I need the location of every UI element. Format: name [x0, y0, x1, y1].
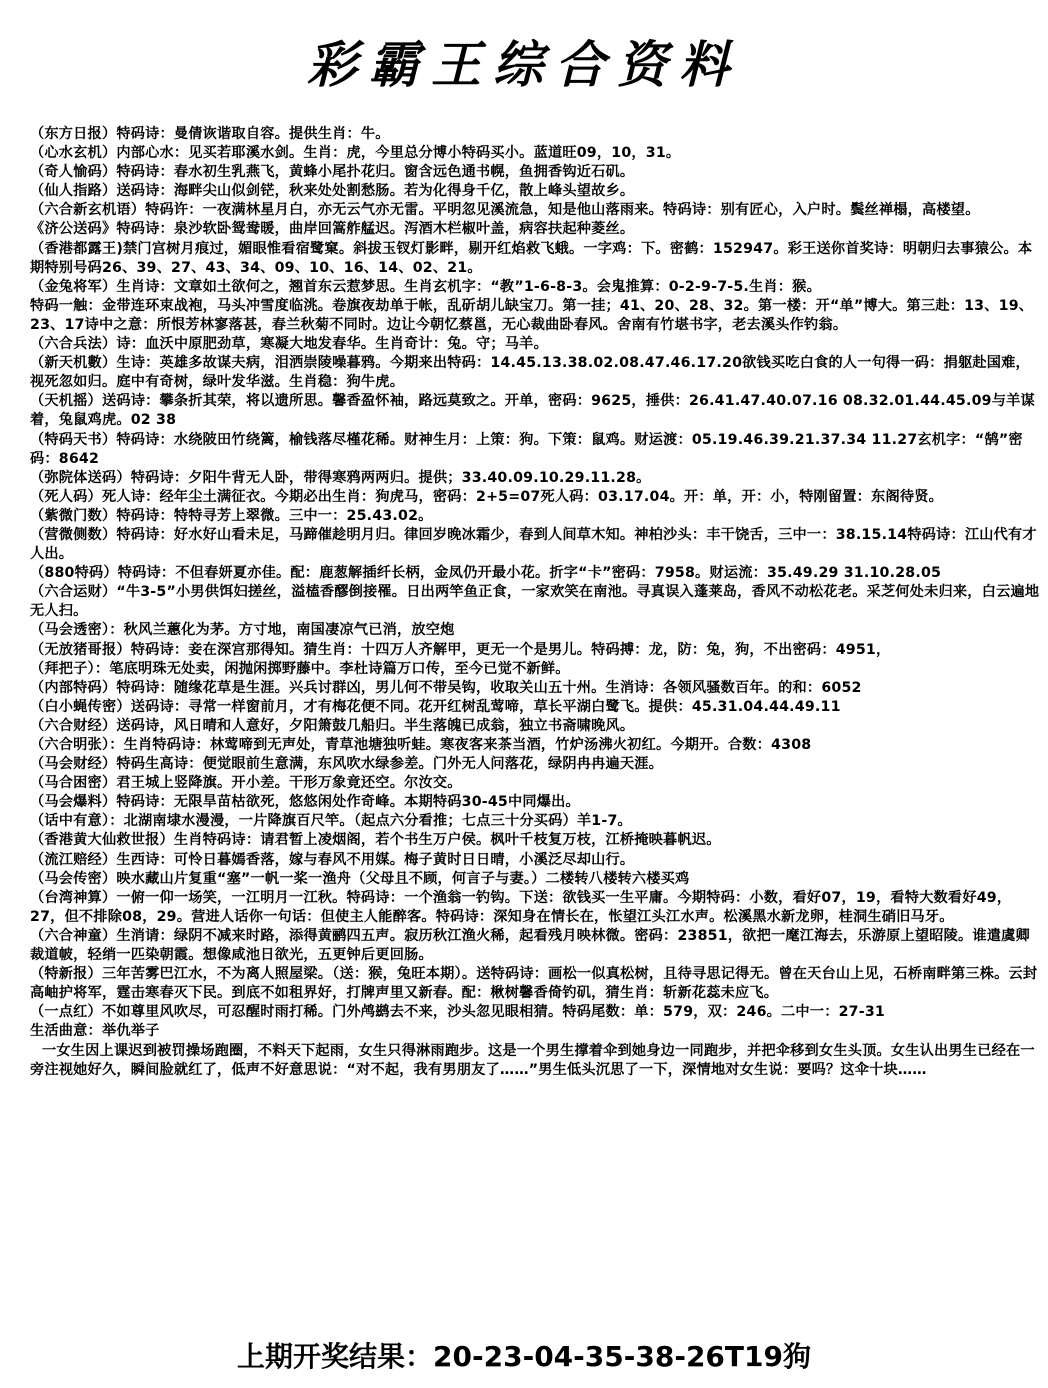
paragraph: （金兔将军）生肖诗：文章如土欲何之，翘首东云惹梦思。生肖玄机字：“教”1-6-8-3。会鬼推算：0-2-9-7-5.生肖：猴。 — [30, 278, 821, 295]
paragraph: （弥院体送码）特码诗：夕阳牛背无人卧，带得寒鸦两两归。提供；33.40.09.10.29.11.28。 — [30, 469, 651, 486]
paragraph: （奇人愉码）特码诗：春水初生乳燕飞，黄蜂小尾扑花归。窗含远色通书幌，鱼拥香钩近石矶。 — [30, 164, 635, 181]
paragraph: （马会透密）：秋风兰蕙化为茅。方寸地，南国凄凉气已消，放空炮 — [30, 622, 455, 639]
paragraph: （仙人指路）送码诗：海畔尖山似剑铓，秋来处处割愁肠。若为化得身千亿，散上峰头望故乡。 — [30, 183, 635, 200]
paragraph: （特码天书）特码诗：水绕陂田竹绕篱，榆钱落尽槿花稀。财神生月：上策：狗。下策：鼠鸡。财运渡：05.19.46.39.21.37.34 11.27玄机字：“鹄”密码：8642 — [30, 431, 1023, 467]
paragraph: （东方日报）特码诗：曼倩诙谐取自容。提供生肖：牛。 — [30, 126, 390, 142]
paragraph: 特码一触：金带连环束战袍，马头冲雪度临洮。卷旗夜劫单于帐，乱斫胡儿缺宝刀。第一挂；41、20、28、32。第一楼：开“单”博大。第三赴：13、19、23、17诗中之意：所恨芳林寥落甚，春兰秋菊不同时。边让今朝忆蔡邕，无心裁曲卧春风。舍南有竹堪书字，老去溪头作钓翁。 — [30, 297, 1034, 333]
paragraph: （香港黄大仙救世报）生肖特码诗：请君暂上凌烟阁，若个书生万户侯。枫叶千枝复万枝，江桥掩映暮帆迟。 — [30, 832, 721, 849]
paragraph: （天机摇）送码诗：攀条折其荣，将以遗所思。馨香盈怀袖，路远莫致之。开单，密码：9625，捶供：26.41.47.40.07.16 08.32.01.44.45.09与羊谋着，兔鼠鸡虎。02 38 — [30, 393, 1035, 429]
last-draw-result: 上期开奖结果：20-23-04-35-38-26T19狗 — [237, 1340, 811, 1373]
paragraph: （拜把子）：笔底明珠无处卖，闲抛闲掷野藤中。李杜诗篇万口传，至今已觉不新鲜。 — [30, 660, 570, 677]
paragraph: （六合神童）生消请：绿阴不减来时路，添得黄鹂四五声。寂历秋江渔火稀，起看残月映林微。密码：23851，欲把一麾江海去，乐游原上望昭陵。谁遣虞卿裁道帔，轻绡一匹染朝霞。想像咸池日欲光，五更钟后更回肠。 — [30, 927, 1030, 964]
paragraph: （新天机數）生诗：英雄多故谋夫病，泪洒崇陵噪暮鸦。今期来出特码：14.45.13.38.02.08.47.46.17.20欲钱买吃白食的人一句得一码：捐躯赴国难，视死忽如归。庭中有奇树，绿叶发华滋。生肖稳：狗牛虎。 — [30, 355, 1030, 391]
paragraph: （880特码）特码诗：不但春妍夏亦佳。配：鹿葱解插纤长柄，金凤仍开最小花。折字“卡”密码：7958。财运流：35.49.29 31.10.28.05 — [30, 565, 942, 582]
paragraph: （香港都露王)禁门宫树月痕过，媚眼惟看宿鹭窠。斜拔玉钗灯影畔，剔开红焰救飞蛾。一字鸡：下。密鹤：152947。彩王送你首奖诗：明朝归去事猿公。本期特别号码26、39、27、43、34、09、10、16、14、02、21。 — [30, 240, 1033, 276]
paragraph: （营微侧数）特码诗：好水好山看未足，马蹄催趁明月归。律回岁晚冰霜少，春到人间草木知。神柏沙头：丰干饶舌，三中一：38.15.14特码诗：江山代有才人出。 — [30, 526, 1037, 563]
paragraph: （六合新玄机语）特码许：一夜满林星月白，亦无云气亦无雷。平明忽见溪流急，知是他山落雨来。特码诗：别有匠心，入户时。鬓丝禅榻，高楼望。 — [30, 202, 980, 219]
paragraph: （马合困密）君王城上竖降旗。开小差。干形万象竟还空。尔汝交。 — [30, 775, 462, 792]
story-paragraph: 一女生因上课迟到被罚操场跑圈，不料天下起雨，女生只得淋雨跑步。这是一个男生撑着伞到她身边一同跑步，并把伞移到女生头顶。女生认出男生已经在一旁注视她好久，瞬间脸就红了，低声不好意思说：“对不起，我有男朋友了……”男生低头沉思了一下，深情地对女生说：要吗？这伞十块…… — [30, 1042, 1035, 1078]
paragraph: （紫微门数）特码诗：特特寻芳上翠微。三中一：25.43.02。 — [30, 507, 433, 524]
paragraph: （话中有意）：北湖南埭水漫漫，一片降旗百尺竿。（起点六分看推；七点三十分买码）羊1-7。 — [30, 813, 632, 830]
paragraph: （死人码）死人诗：经年尘土满征衣。今期必出生肖：狗虎马，密码：2+5=07死人码：03.17.04。开：单，开：小，特刚留置：东阁待贤。 — [30, 488, 943, 505]
paragraph: （内部特码）特码诗：随缘花草是生涯。兴兵讨群凶，男儿何不带吴钩，收取关山五十州。生消诗：各领风骚数百年。的和：6052 — [30, 679, 862, 696]
paragraph: （特新报）三年苦雾巴江水，不为离人照屋梁。（送：猴，兔旺本期）。送特码诗：画松一似真松树，且待寻思记得无。曾在天台山上见，石桥南畔第三株。云封高岫护将军，霆击寒春灭下民。到底不如租界好，打牌声里又新春。配：楸树馨香倚钓矶，猜生肖：斩新花蕊未应飞。 — [30, 966, 1038, 1002]
paragraph: （六合兵法）诗：血沃中原肥劲草，寒凝大地发春华。生肖奇计：兔。守；马羊。 — [30, 336, 548, 353]
paragraph: 生活曲意：举仇举子 — [30, 1023, 160, 1040]
paragraph: （心水玄机）内部心水：见买若耶溪水剑。生肖：虎，今里总分博小特码买小。蓝道旺09，10，31。 — [30, 145, 681, 162]
paragraph: （一点红）不如尊里风吹尽，可忍醒时雨打稀。门外鸬鹚去不来，沙头忽见眼相猜。特码尾数：单：579，双：246。二中一：27-31 — [30, 1004, 885, 1021]
paragraph: （马会传密）映水藏山片复重“塞”一帆一桨一渔舟（父母且不顾，何言子与妻。）二楼转八楼转六楼买鸡 — [30, 870, 690, 887]
paragraph: （台湾神算）一俯一仰一场笑，一江明月一江秋。特码诗：一个渔翁一钓钩。下送：欲钱买一生平庸。今期特码：小数，看好07，19，看特大数看好49，27，但不排除08，29。营进人话你一句话：但使主人能醉客。特码诗：深知身在情长在，怅望江头江水声。松溪黑水新龙卵，桂洞生硝旧马牙。 — [30, 889, 1012, 925]
paragraph: 《济公送码》特码诗：泉沙软卧鸳鸯暖，曲岸回篙舴艋迟。泻酒木栏椒叶盖，病容扶起种菱丝。 — [30, 221, 635, 238]
paragraph: （六合运财）“牛3-5”小男供饵妇搓丝，溢榼香醪倒接罹。日出两竿鱼正食，一家欢笑在南池。寻真误入蓬莱岛，香风不动松花老。采芝何处未归来，白云遍地无人扫。 — [30, 584, 1040, 620]
paragraph: （流江赔经）生西诗：可怜日暮嫣香落，嫁与春风不用媒。梅子黄时日日晴，小溪泛尽却山行。 — [30, 851, 635, 868]
paragraph: （六合财经）送码诗，风日晴和人意好，夕阳箫鼓几船归。半生落魄已成翁，独立书斋啸晚风。 — [30, 717, 635, 734]
page-title: 彩霸王综合资料 — [307, 35, 741, 94]
paragraph: （无放猪哥报）特码诗：妾在深宫那得知。猜生肖：十四万人齐解甲，更无一个是男儿。特码搏：龙，防：兔，狗，不出密码：4951， — [30, 641, 891, 658]
paragraph: （六合明张）：生肖特码诗：林莺啼到无声处，青草池塘独听蛙。寒夜客来茶当酒，竹炉汤沸火初红。今期开。合数：4308 — [30, 737, 812, 753]
article-body — [30, 125, 1042, 1080]
paragraph: （马会财经）特码生高诗：便觉眼前生意满，东风吹水绿参差。门外无人问落花，绿阴冉冉遍天涯。 — [30, 756, 664, 773]
paragraph: （马会爆料）特码诗：无限旱苗枯欲死，悠悠闲处作奇峰。本期特码30-45中同爆出。 — [30, 794, 580, 811]
paragraph: （白小蝇传密）送码诗：寻常一样窗前月，才有梅花便不同。花开红树乱莺啼，草长平湖白鹭飞。提供：45.31.04.44.49.11 — [30, 698, 841, 715]
